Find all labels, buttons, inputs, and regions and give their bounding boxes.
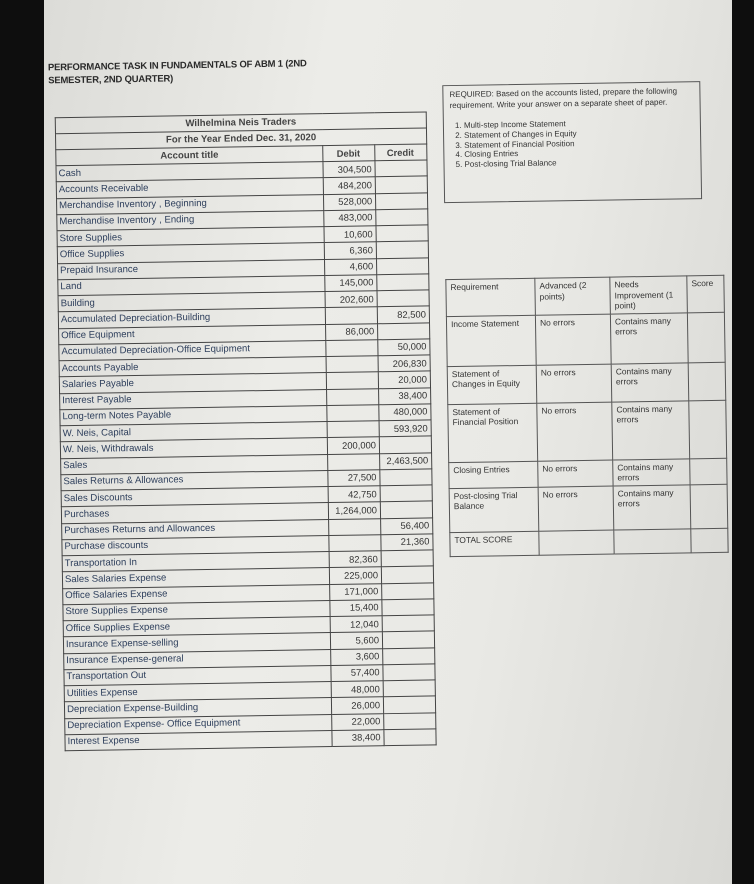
debit-cell: 225,000 [329, 567, 381, 584]
account-title-cell: Office Supplies [57, 243, 324, 263]
account-title-cell: Sales Salaries Expense [62, 568, 329, 588]
debit-cell: 48,000 [331, 681, 383, 698]
total-score-cell [691, 528, 728, 553]
credit-cell [382, 582, 434, 599]
debit-cell: 42,750 [328, 486, 380, 503]
account-title-cell: Accounts Receivable [56, 178, 323, 198]
credit-cell [379, 436, 431, 453]
rubric-row [448, 400, 727, 462]
account-title-cell: Store Supplies Expense [63, 600, 330, 620]
credit-cell: 480,000 [379, 404, 431, 421]
credit-cell [378, 322, 430, 339]
rubric-score-cell [690, 484, 728, 529]
account-title-cell: Office Supplies Expense [63, 617, 330, 637]
rubric-advanced-cell: No errors [537, 402, 613, 461]
col-account-title: Account title [56, 146, 323, 166]
debit-cell: 10,600 [324, 226, 376, 243]
credit-cell [384, 729, 436, 746]
credit-cell: 206,830 [378, 355, 430, 372]
rubric-score-cell [689, 400, 727, 459]
required-list [464, 117, 695, 170]
rubric-requirement-cell: Statement of Financial Position [448, 403, 538, 462]
credit-cell [381, 550, 433, 567]
rubric-needs-cell: Contains many errors [613, 484, 691, 529]
account-title-cell: Purchases [61, 503, 328, 523]
debit-cell: 3,600 [331, 648, 383, 665]
credit-cell: 50,000 [378, 339, 430, 356]
credit-cell: 2,463,500 [380, 452, 432, 469]
debit-cell: 145,000 [325, 274, 377, 291]
rubric-col-needs-improvement: Needs Improvement (1 point) [610, 276, 688, 314]
credit-cell [376, 225, 428, 242]
rubric-needs-cell: Contains many errors [610, 312, 688, 363]
account-title-cell: Insurance Expense-selling [63, 633, 330, 653]
debit-cell: 202,600 [325, 291, 377, 308]
rubric-requirement-cell: Statement of Changes in Equity [447, 365, 537, 404]
page-content [44, 0, 732, 884]
credit-cell [383, 647, 435, 664]
credit-cell: 20,000 [378, 371, 430, 388]
debit-cell: 82,360 [329, 551, 381, 568]
rubric-col-requirement: Requirement [446, 278, 536, 316]
debit-cell: 15,400 [330, 599, 382, 616]
credit-cell [377, 290, 429, 307]
credit-cell [380, 485, 432, 502]
rubric-advanced-cell: No errors [538, 486, 614, 531]
debit-cell [327, 421, 379, 438]
debit-cell [326, 372, 378, 389]
account-title-cell: Transportation Out [64, 665, 331, 685]
account-title-cell: Accounts Payable [59, 357, 326, 377]
debit-cell: 27,500 [328, 469, 380, 486]
required-box [442, 81, 702, 203]
credit-cell [384, 712, 436, 729]
credit-cell [380, 501, 432, 518]
rubric-col-advanced: Advanced (2 points) [535, 277, 611, 315]
debit-cell: 5,600 [330, 632, 382, 649]
debit-cell [327, 388, 379, 405]
debit-cell: 38,400 [332, 729, 384, 746]
account-title-cell: Long-term Notes Payable [60, 405, 327, 425]
debit-cell [329, 518, 381, 535]
credit-cell [383, 680, 435, 697]
debit-cell [326, 356, 378, 373]
account-title-cell: W. Neis, Capital [60, 422, 327, 442]
rubric-advanced-cell: No errors [538, 460, 613, 487]
debit-cell: 484,200 [323, 177, 375, 194]
debit-cell: 4,600 [325, 258, 377, 275]
account-title-cell: Insurance Expense-general [64, 649, 331, 669]
rubric-needs-cell: Contains many errors [611, 362, 689, 401]
rubric-advanced-cell: No errors [535, 314, 611, 365]
company-name: Wilhelmina Neis Traders [55, 112, 426, 134]
account-title-cell: Interest Payable [60, 389, 327, 409]
paper-sheet [44, 0, 732, 884]
account-title-cell: Depreciation Expense-Building [64, 698, 331, 718]
rubric-advanced-cell: No errors [536, 364, 612, 403]
credit-cell [382, 599, 434, 616]
rubric-col-score: Score [687, 275, 725, 312]
credit-cell: 82,500 [377, 306, 429, 323]
debit-cell [326, 339, 378, 356]
total-score-cell [539, 530, 614, 555]
account-title-cell: Cash [56, 162, 323, 182]
debit-cell: 12,040 [330, 616, 382, 633]
account-title-cell: Sales [61, 454, 328, 474]
debit-cell: 304,500 [323, 161, 375, 178]
debit-cell: 6,360 [324, 242, 376, 259]
required-item: 3. Statement of Financial Position [464, 137, 694, 150]
debit-cell: 26,000 [331, 697, 383, 714]
rubric-total-row [450, 528, 728, 556]
account-title-cell: Purchases Returns and Allowances [62, 519, 329, 539]
credit-cell: 56,400 [381, 517, 433, 534]
account-title-cell: Building [58, 292, 325, 312]
account-title-cell: Merchandise Inventory , Ending [57, 210, 324, 230]
account-title-cell: Interest Expense [65, 730, 332, 750]
page-title [48, 57, 307, 87]
debit-cell: 528,000 [324, 193, 376, 210]
credit-cell [376, 241, 428, 258]
credit-cell [382, 615, 434, 632]
account-title-cell: Salaries Payable [59, 373, 326, 393]
account-title-cell: Office Salaries Expense [63, 584, 330, 604]
rubric-score-cell [687, 312, 725, 363]
account-title-cell: Depreciation Expense- Office Equipment [65, 714, 332, 734]
debit-cell [327, 404, 379, 421]
rubric-requirement-cell: Post-closing Trial Balance [449, 487, 539, 532]
debit-cell: 86,000 [326, 323, 378, 340]
debit-cell [329, 534, 381, 551]
debit-cell: 171,000 [330, 583, 382, 600]
credit-cell [377, 274, 429, 291]
required-item: 4. Closing Entries [464, 147, 694, 160]
credit-cell [375, 192, 427, 209]
credit-cell [382, 631, 434, 648]
debit-cell: 57,400 [331, 664, 383, 681]
col-debit: Debit [323, 145, 375, 162]
title-line-1: PERFORMANCE TASK IN FUNDAMENTALS OF ABM 1 (2ND [47, 58, 307, 74]
required-item: 5. Post-closing Trial Balance [464, 156, 694, 169]
account-title-cell: Sales Returns & Allowances [61, 470, 328, 490]
account-title-cell: Merchandise Inventory , Beginning [57, 194, 324, 214]
debit-cell: 200,000 [327, 437, 379, 454]
rubric-needs-cell: Contains many errors [613, 458, 690, 485]
credit-cell [375, 160, 427, 177]
rubric-requirement-cell: Income Statement [446, 315, 536, 366]
rubric-table [445, 275, 728, 557]
account-title-cell: W. Neis, Withdrawals [60, 438, 327, 458]
rubric-row [446, 312, 725, 366]
credit-cell [380, 469, 432, 486]
account-title-cell: Sales Discounts [61, 487, 328, 507]
rubric-row [447, 362, 726, 404]
account-title-cell: Prepaid Insurance [58, 259, 325, 279]
required-intro: REQUIRED: Based on the accounts listed, prepare the following requirement. Write your answer on a separate sheet of paper. [449, 86, 678, 110]
total-score-label: TOTAL SCORE [450, 531, 539, 556]
account-title-cell: Store Supplies [57, 227, 324, 247]
credit-cell: 38,400 [379, 387, 431, 404]
rubric-needs-cell: Contains many errors [612, 400, 690, 459]
required-item: 1. Multi-step Income Statement [464, 117, 694, 130]
credit-cell: 593,920 [379, 420, 431, 437]
total-score-cell [614, 528, 691, 553]
account-title-cell: Office Equipment [59, 324, 326, 344]
debit-cell [328, 453, 380, 470]
account-title-cell: Purchase discounts [62, 535, 329, 555]
credit-cell [376, 209, 428, 226]
rubric-header-row [446, 275, 725, 316]
rubric-requirement-cell: Closing Entries [449, 461, 538, 488]
debit-cell: 22,000 [332, 713, 384, 730]
account-title-cell: Transportation In [62, 552, 329, 572]
credit-cell [377, 257, 429, 274]
debit-cell [325, 307, 377, 324]
rubric-score-cell [688, 362, 726, 401]
required-item: 2. Statement of Changes in Equity [464, 127, 694, 140]
credit-cell: 21,360 [381, 534, 433, 551]
account-title-cell: Land [58, 275, 325, 295]
col-credit: Credit [375, 144, 427, 161]
account-title-cell: Accumulated Depreciation-Office Equipment [59, 340, 326, 360]
account-title-cell: Utilities Expense [64, 682, 331, 702]
trial-balance-table [55, 111, 437, 751]
credit-cell [383, 664, 435, 681]
title-line-2: SEMESTER, 2ND QUARTER) [48, 73, 174, 87]
credit-cell [375, 176, 427, 193]
credit-cell [381, 566, 433, 583]
rubric-row [449, 484, 728, 532]
period-label: For the Year Ended Dec. 31, 2020 [55, 128, 426, 150]
credit-cell [383, 696, 435, 713]
debit-cell: 483,000 [324, 210, 376, 227]
debit-cell: 1,264,000 [328, 502, 380, 519]
account-title-cell: Accumulated Depreciation-Building [58, 308, 325, 328]
rubric-score-cell [690, 458, 727, 485]
